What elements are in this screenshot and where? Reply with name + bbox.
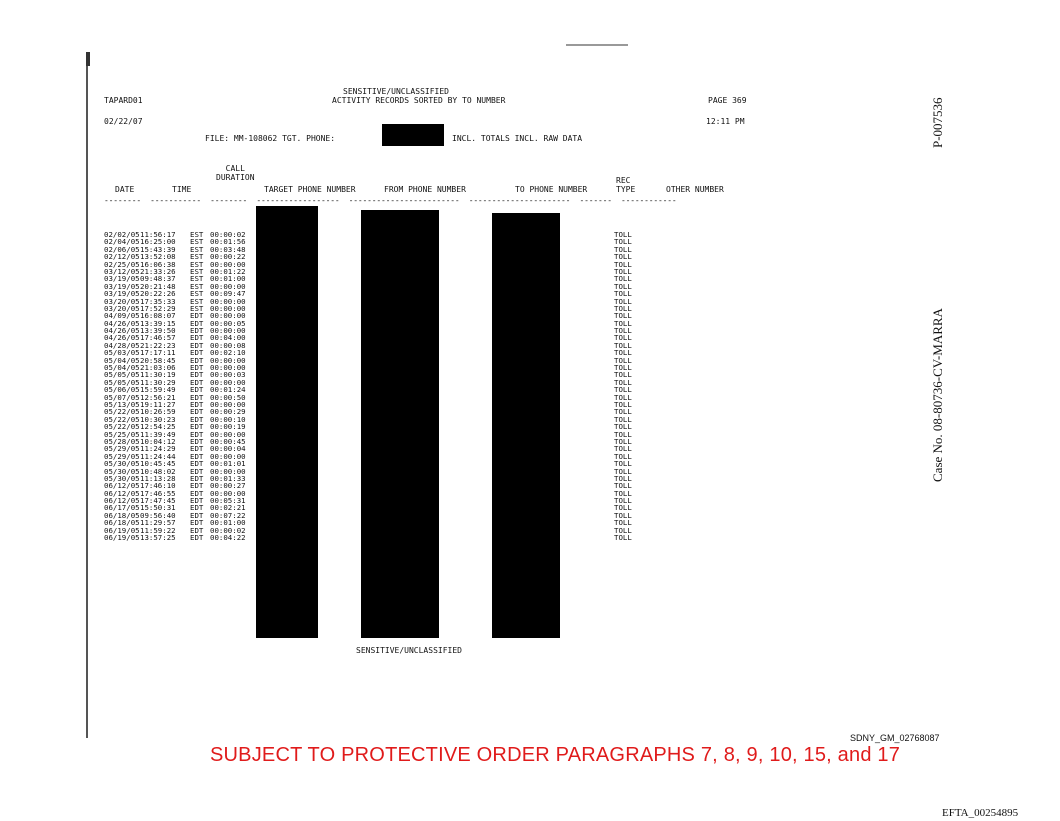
row-rec-type: TOLL xyxy=(614,274,632,284)
row-rec-type: TOLL xyxy=(614,318,632,328)
row-timezone: EDT xyxy=(190,510,204,520)
row-timezone: EDT xyxy=(190,318,204,328)
row-duration: 00:00:04 xyxy=(210,444,246,454)
row-date: 05/29/05 xyxy=(104,451,140,461)
row-time: 20:21:48 xyxy=(140,281,176,291)
row-time: 20:22:26 xyxy=(140,289,176,299)
row-timezone: EDT xyxy=(190,363,204,373)
row-timezone: EST xyxy=(190,252,204,262)
row-time: 11:13:28 xyxy=(140,473,176,483)
row-date: 03/20/05 xyxy=(104,296,140,306)
row-date: 05/28/05 xyxy=(104,436,140,446)
row-duration: 00:01:00 xyxy=(210,518,246,528)
row-duration: 00:00:00 xyxy=(210,399,246,409)
row-time: 19:11:27 xyxy=(140,399,176,409)
row-timezone: EDT xyxy=(190,444,204,454)
row-date: 03/20/05 xyxy=(104,303,140,313)
row-duration: 00:00:08 xyxy=(210,340,246,350)
row-time: 17:46:57 xyxy=(140,333,176,343)
row-timezone: EDT xyxy=(190,459,204,469)
row-date: 05/29/05 xyxy=(104,444,140,454)
row-timezone: EDT xyxy=(190,407,204,417)
row-date: 04/26/05 xyxy=(104,318,140,328)
row-timezone: EST xyxy=(190,303,204,313)
row-rec-type: TOLL xyxy=(614,451,632,461)
efta-number: EFTA_00254895 xyxy=(942,807,1019,819)
row-timezone: EST xyxy=(190,237,204,247)
row-duration: 00:00:00 xyxy=(210,311,246,321)
row-date: 03/19/05 xyxy=(104,281,140,291)
row-timezone: EDT xyxy=(190,377,204,387)
row-duration: 00:02:21 xyxy=(210,503,246,513)
row-rec-type: TOLL xyxy=(614,533,632,543)
row-duration: 00:01:24 xyxy=(210,385,246,395)
row-duration: 00:07:22 xyxy=(210,510,246,520)
row-timezone: EDT xyxy=(190,326,204,336)
row-time: 17:52:29 xyxy=(140,303,176,313)
row-rec-type: TOLL xyxy=(614,259,632,269)
row-duration: 00:00:05 xyxy=(210,318,246,328)
row-timezone: EST xyxy=(190,266,204,276)
row-rec-type: TOLL xyxy=(614,303,632,313)
row-duration: 00:05:31 xyxy=(210,496,246,506)
file-label: FILE: MM-108062 TGT. PHONE: xyxy=(205,134,336,143)
col-date: DATE xyxy=(115,185,135,194)
row-rec-type: TOLL xyxy=(614,385,632,395)
row-duration: 00:09:47 xyxy=(210,289,246,299)
row-time: 10:30:23 xyxy=(140,414,176,424)
row-date: 06/18/05 xyxy=(104,510,140,520)
row-rec-type: TOLL xyxy=(614,496,632,506)
col-target-phone: TARGET PHONE NUMBER xyxy=(264,185,356,194)
row-timezone: EDT xyxy=(190,370,204,380)
row-timezone: EDT xyxy=(190,533,204,543)
row-time: 09:48:37 xyxy=(140,274,176,284)
row-rec-type: TOLL xyxy=(614,296,632,306)
row-duration: 00:00:00 xyxy=(210,466,246,476)
row-date: 05/22/05 xyxy=(104,414,140,424)
redaction-target-column xyxy=(256,206,318,638)
row-duration: 00:01:00 xyxy=(210,274,246,284)
row-rec-type: TOLL xyxy=(614,436,632,446)
row-time: 17:35:33 xyxy=(140,296,176,306)
col-underline: -------- ----------- -------- ------------------ ------------------------ ---------------------- ------- ------------ xyxy=(104,196,677,205)
row-duration: 00:04:22 xyxy=(210,533,246,543)
row-date: 02/25/05 xyxy=(104,259,140,269)
row-time: 20:58:45 xyxy=(140,355,176,365)
row-date: 05/06/05 xyxy=(104,385,140,395)
row-time: 16:06:38 xyxy=(140,259,176,269)
row-date: 04/09/05 xyxy=(104,311,140,321)
row-duration: 00:02:10 xyxy=(210,348,246,358)
row-timezone: EST xyxy=(190,244,204,254)
row-timezone: EDT xyxy=(190,503,204,513)
row-timezone: EDT xyxy=(190,333,204,343)
row-date: 05/22/05 xyxy=(104,422,140,432)
row-timezone: EDT xyxy=(190,466,204,476)
protective-order-notice: SUBJECT TO PROTECTIVE ORDER PARAGRAPHS 7, 8, 9, 10, 15, and 17 xyxy=(210,744,901,766)
row-duration: 00:04:00 xyxy=(210,333,246,343)
row-duration: 00:00:00 xyxy=(210,259,246,269)
row-date: 02/04/05 xyxy=(104,237,140,247)
row-time: 13:52:08 xyxy=(140,252,176,262)
row-duration: 00:00:00 xyxy=(210,296,246,306)
row-time: 10:48:02 xyxy=(140,466,176,476)
redaction-to-column xyxy=(492,213,560,638)
row-duration: 00:00:19 xyxy=(210,422,246,432)
row-time: 15:43:39 xyxy=(140,244,176,254)
row-duration: 00:01:33 xyxy=(210,473,246,483)
row-date: 06/12/05 xyxy=(104,488,140,498)
row-duration: 00:00:00 xyxy=(210,355,246,365)
row-rec-type: TOLL xyxy=(614,281,632,291)
row-duration: 00:00:00 xyxy=(210,451,246,461)
row-rec-type: TOLL xyxy=(614,326,632,336)
row-rec-type: TOLL xyxy=(614,422,632,432)
report-options: INCL. TOTALS INCL. RAW DATA xyxy=(452,134,583,143)
row-date: 06/12/05 xyxy=(104,481,140,491)
row-date: 05/30/05 xyxy=(104,473,140,483)
row-time: 21:03:06 xyxy=(140,363,176,373)
row-rec-type: TOLL xyxy=(614,510,632,520)
row-date: 06/19/05 xyxy=(104,533,140,543)
row-duration: 00:00:00 xyxy=(210,326,246,336)
row-duration: 00:00:00 xyxy=(210,429,246,439)
row-rec-type: TOLL xyxy=(614,444,632,454)
row-timezone: EDT xyxy=(190,311,204,321)
row-time: 17:46:55 xyxy=(140,488,176,498)
page-number: PAGE 369 xyxy=(708,96,747,105)
row-rec-type: TOLL xyxy=(614,414,632,424)
row-timezone: EDT xyxy=(190,496,204,506)
row-date: 05/30/05 xyxy=(104,459,140,469)
row-timezone: EDT xyxy=(190,436,204,446)
row-rec-type: TOLL xyxy=(614,289,632,299)
page-edge-mark xyxy=(86,52,90,66)
row-rec-type: TOLL xyxy=(614,407,632,417)
row-rec-type: TOLL xyxy=(614,348,632,358)
header-classification: SENSITIVE/UNCLASSIFIED xyxy=(343,87,449,96)
row-duration: 00:03:48 xyxy=(210,244,246,254)
row-timezone: EDT xyxy=(190,429,204,439)
row-rec-type: TOLL xyxy=(614,473,632,483)
col-rec-type: REC TYPE xyxy=(616,176,636,194)
row-date: 05/05/05 xyxy=(104,377,140,387)
row-duration: 00:00:02 xyxy=(210,525,246,535)
col-other-number: OTHER NUMBER xyxy=(666,185,724,194)
row-rec-type: TOLL xyxy=(614,370,632,380)
row-time: 11:59:22 xyxy=(140,525,176,535)
report-time: 12:11 PM xyxy=(706,117,745,126)
row-time: 11:29:57 xyxy=(140,518,176,528)
row-rec-type: TOLL xyxy=(614,311,632,321)
row-rec-type: TOLL xyxy=(614,237,632,247)
row-time: 12:56:21 xyxy=(140,392,176,402)
row-time: 17:47:45 xyxy=(140,496,176,506)
row-date: 05/25/05 xyxy=(104,429,140,439)
report-date: 02/22/07 xyxy=(104,117,143,126)
row-timezone: EST xyxy=(190,274,204,284)
row-time: 11:30:19 xyxy=(140,370,176,380)
row-time: 16:25:00 xyxy=(140,237,176,247)
footer-classification: SENSITIVE/UNCLASSIFIED xyxy=(356,646,462,655)
row-date: 05/13/05 xyxy=(104,399,140,409)
row-duration: 00:00:27 xyxy=(210,481,246,491)
row-time: 11:39:49 xyxy=(140,429,176,439)
row-rec-type: TOLL xyxy=(614,392,632,402)
row-timezone: EDT xyxy=(190,392,204,402)
row-duration: 00:00:10 xyxy=(210,414,246,424)
row-duration: 00:00:45 xyxy=(210,436,246,446)
row-duration: 00:00:00 xyxy=(210,363,246,373)
row-duration: 00:00:50 xyxy=(210,392,246,402)
row-duration: 00:01:56 xyxy=(210,237,246,247)
row-date: 03/19/05 xyxy=(104,274,140,284)
row-date: 05/30/05 xyxy=(104,466,140,476)
row-rec-type: TOLL xyxy=(614,377,632,387)
row-time: 09:56:40 xyxy=(140,510,176,520)
row-duration: 00:00:00 xyxy=(210,303,246,313)
program-id: TAPARD01 xyxy=(104,96,143,105)
row-time: 17:17:11 xyxy=(140,348,176,358)
row-time: 21:22:23 xyxy=(140,340,176,350)
row-date: 02/12/05 xyxy=(104,252,140,262)
row-timezone: EDT xyxy=(190,518,204,528)
row-timezone: EDT xyxy=(190,355,204,365)
redaction-target-phone xyxy=(382,124,444,146)
row-time: 11:24:44 xyxy=(140,451,176,461)
row-rec-type: TOLL xyxy=(614,481,632,491)
row-rec-type: TOLL xyxy=(614,363,632,373)
row-timezone: EDT xyxy=(190,348,204,358)
redaction-from-column xyxy=(361,210,439,638)
row-rec-type: TOLL xyxy=(614,244,632,254)
row-time: 17:46:10 xyxy=(140,481,176,491)
row-time: 10:04:12 xyxy=(140,436,176,446)
row-date: 05/03/05 xyxy=(104,348,140,358)
row-date: 05/04/05 xyxy=(104,355,140,365)
row-time: 16:08:07 xyxy=(140,311,176,321)
row-time: 21:33:26 xyxy=(140,266,176,276)
row-date: 06/17/05 xyxy=(104,503,140,513)
page-edge xyxy=(86,54,88,738)
row-rec-type: TOLL xyxy=(614,488,632,498)
row-time: 13:39:50 xyxy=(140,326,176,336)
row-date: 02/02/05 xyxy=(104,230,140,239)
row-timezone: EDT xyxy=(190,525,204,535)
row-time: 11:56:17 xyxy=(140,230,176,239)
col-call-duration: CALL DURATION xyxy=(216,164,255,182)
row-timezone: EDT xyxy=(190,451,204,461)
row-date: 04/26/05 xyxy=(104,333,140,343)
row-duration: 00:00:00 xyxy=(210,281,246,291)
row-timezone: EDT xyxy=(190,385,204,395)
row-timezone: EST xyxy=(190,281,204,291)
row-time: 15:59:49 xyxy=(140,385,176,395)
row-rec-type: TOLL xyxy=(614,503,632,513)
row-timezone: EDT xyxy=(190,488,204,498)
row-rec-type: TOLL xyxy=(614,333,632,343)
row-rec-type: TOLL xyxy=(614,518,632,528)
row-date: 04/26/05 xyxy=(104,326,140,336)
row-duration: 00:00:03 xyxy=(210,370,246,380)
report-title: ACTIVITY RECORDS SORTED BY TO NUMBER xyxy=(332,96,506,105)
row-timezone: EDT xyxy=(190,399,204,409)
row-date: 05/07/05 xyxy=(104,392,140,402)
row-rec-type: TOLL xyxy=(614,525,632,535)
row-time: 11:30:29 xyxy=(140,377,176,387)
scan-smudge xyxy=(566,44,628,46)
row-rec-type: TOLL xyxy=(614,266,632,276)
row-duration: 00:01:01 xyxy=(210,459,246,469)
exhibit-stamp: P-007536 xyxy=(930,97,945,148)
row-time: 13:57:25 xyxy=(140,533,176,543)
row-duration: 00:00:00 xyxy=(210,488,246,498)
row-rec-type: TOLL xyxy=(614,399,632,409)
row-date: 06/12/05 xyxy=(104,496,140,506)
row-date: 03/19/05 xyxy=(104,289,140,299)
row-date: 03/12/05 xyxy=(104,266,140,276)
row-rec-type: TOLL xyxy=(614,429,632,439)
row-rec-type: TOLL xyxy=(614,252,632,262)
row-date: 05/04/05 xyxy=(104,363,140,373)
row-timezone: EST xyxy=(190,230,204,239)
row-duration: 00:00:02 xyxy=(210,230,246,239)
col-from-phone: FROM PHONE NUMBER xyxy=(384,185,466,194)
row-time: 10:45:45 xyxy=(140,459,176,469)
row-date: 06/19/05 xyxy=(104,525,140,535)
row-time: 15:50:31 xyxy=(140,503,176,513)
row-timezone: EDT xyxy=(190,481,204,491)
row-date: 06/18/05 xyxy=(104,518,140,528)
row-rec-type: TOLL xyxy=(614,340,632,350)
row-timezone: EST xyxy=(190,259,204,269)
row-duration: 00:00:00 xyxy=(210,377,246,387)
row-date: 05/22/05 xyxy=(104,407,140,417)
row-date: 05/05/05 xyxy=(104,370,140,380)
row-duration: 00:00:29 xyxy=(210,407,246,417)
row-rec-type: TOLL xyxy=(614,230,632,239)
row-time: 10:26:59 xyxy=(140,407,176,417)
row-rec-type: TOLL xyxy=(614,355,632,365)
row-date: 02/06/05 xyxy=(104,244,140,254)
row-time: 12:54:25 xyxy=(140,422,176,432)
row-date: 04/28/05 xyxy=(104,340,140,350)
row-duration: 00:01:22 xyxy=(210,266,246,276)
row-timezone: EDT xyxy=(190,414,204,424)
row-duration: 00:00:22 xyxy=(210,252,246,262)
row-timezone: EST xyxy=(190,289,204,299)
row-timezone: EST xyxy=(190,296,204,306)
row-time: 11:24:29 xyxy=(140,444,176,454)
row-timezone: EDT xyxy=(190,340,204,350)
row-timezone: EDT xyxy=(190,422,204,432)
row-rec-type: TOLL xyxy=(614,459,632,469)
row-time: 13:39:15 xyxy=(140,318,176,328)
case-number-stamp: Case No. 08-80736-CV-MARRA xyxy=(930,308,945,482)
col-to-phone: TO PHONE NUMBER xyxy=(515,185,588,194)
row-timezone: EDT xyxy=(190,473,204,483)
col-time: TIME xyxy=(172,185,192,194)
bates-number: SDNY_GM_02768087 xyxy=(850,733,940,743)
row-rec-type: TOLL xyxy=(614,466,632,476)
